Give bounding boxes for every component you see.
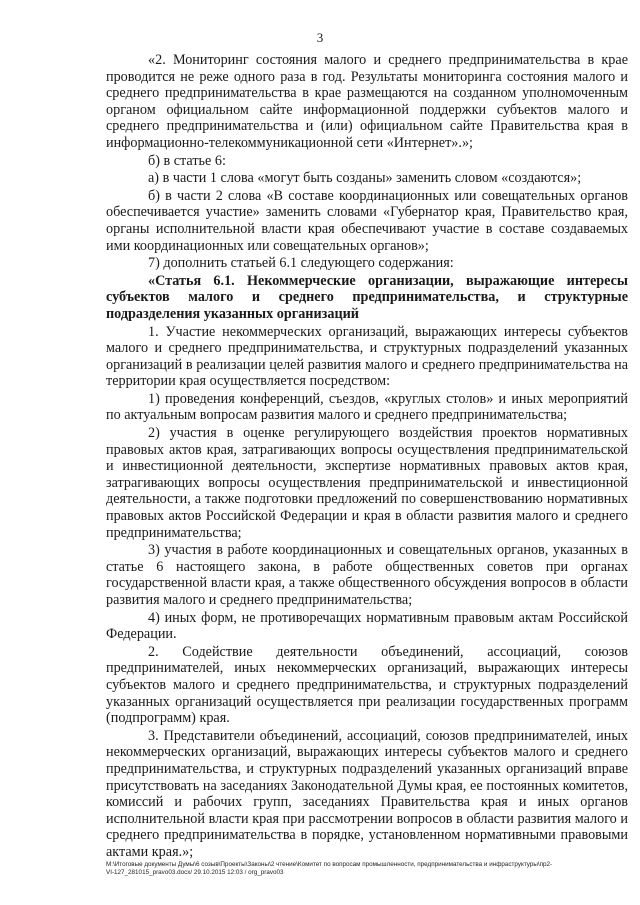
- paragraph-part-2: б) в части 2 слова «В составе координационных или совещательных органов обеспечивается участие» заменить словами «Губернатор края, Правительство края, органы исполнительной власти края обеспечивают участие в составе создаваемых ими координационных или совещательных органов»;: [106, 187, 628, 254]
- paragraph-item-3: 3. Представители объединений, ассоциаций, союзов предпринимателей, иных некоммерческих организаций, выражающих интересы субъектов малого и среднего предпринимательства, и структурных подразделений указанных организаций вправе присутствовать на заседаниях Законодательной Думы края, ее постоянных комитетов, комиссий и рабочих групп, заседаниях Правительства края и иных органов исполнительной власти края при рассмотрении вопросов в области развития малого и среднего предпринимательства в порядке, установленном нормативными правовыми актами края.»;: [106, 727, 628, 860]
- paragraph-article-6: б) в статье 6:: [148, 152, 226, 169]
- paragraph-subitem-4: 4) иных форм, не противоречащих нормативным правовым актам Российской Федерации.: [106, 609, 628, 643]
- page-number: 3: [316, 30, 324, 45]
- paragraph-subitem-1: 1) проведения конференций, съездов, «круглых столов» и иных мероприятий по актуальным вопросам развития малого и среднего предпринимательства;: [106, 390, 628, 424]
- paragraph-monitoring: «2. Мониторинг состояния малого и среднего предпринимательства в крае проводится не реже одного раза в год. Результаты мониторинга состояния малого и среднего предпринимательства в крае размещаются на созданном уполномоченным органом официальном сайте информационной поддержки субъектов малого и среднего предпринимательства и (или) официальном сайте Правительства края в информационно-телекоммуникационной сети «Интернет».»;: [106, 52, 628, 151]
- document-body: [106, 52, 628, 862]
- file-path-footer: [106, 861, 628, 877]
- footer-line-2: VI-127_281015_pravo03.docx/ 29.10.2015 12:03 / org_pravo03: [106, 869, 284, 876]
- paragraph-subitem-3: 3) участия в работе координационных и совещательных органов, указанных в статье 6 настоящего закона, в работе общественных советов при органах государственной власти края, а также общественного обсуждения вопросов в области развития малого и среднего предпринимательства;: [106, 542, 628, 608]
- paragraph-item-2: 2. Содействие деятельности объединений, ассоциаций, союзов предпринимателей, иных некоммерческих организаций, выражающих интересы субъектов малого и среднего предпринимательства, и структурных подразделений указанных организаций осуществляется при реализации государственных программ (подпрограмм) края.: [106, 643, 628, 727]
- paragraph-part-1: а) в части 1 слова «могут быть созданы» заменить словом «создаются»;: [148, 170, 582, 187]
- paragraph-subitem-2: 2) участия в оценке регулирующего воздействия проектов нормативных правовых актов края, затрагивающих вопросы осуществления предпринимательской и инвестиционной деятельности, экспертизе нормативных правовых актов края, затрагивающих вопросы осуществления предпринимательской и инвестиционной деятельности, а также подготовки предложений по совершенствованию нормативных правовых актов Российской Федерации и края в области развития малого и среднего предпринимательства;: [106, 425, 628, 541]
- footer-line-1: М:\Итоговые документы Думы\6 созыв\Проекты\Законы\2 чтение\Комитет по вопросам промышленности, предпринимательства и инфраструктуры\пр2-: [106, 861, 553, 868]
- paragraph-add-article: 7) дополнить статьей 6.1 следующего содержания:: [148, 255, 454, 272]
- paragraph-item-1: 1. Участие некоммерческих организаций, выражающих интересы субъектов малого и среднего предпринимательства, и структурных подразделений указанных организаций в реализации целей развития малого и среднего предпринимательства на территории края осуществляется посредством:: [106, 323, 628, 390]
- article-6-1-heading: «Статья 6.1. Некоммерческие организации, выражающие интересы субъектов малого и среднего предпринимательства, и структурные подразделения указанных организаций: [106, 272, 628, 322]
